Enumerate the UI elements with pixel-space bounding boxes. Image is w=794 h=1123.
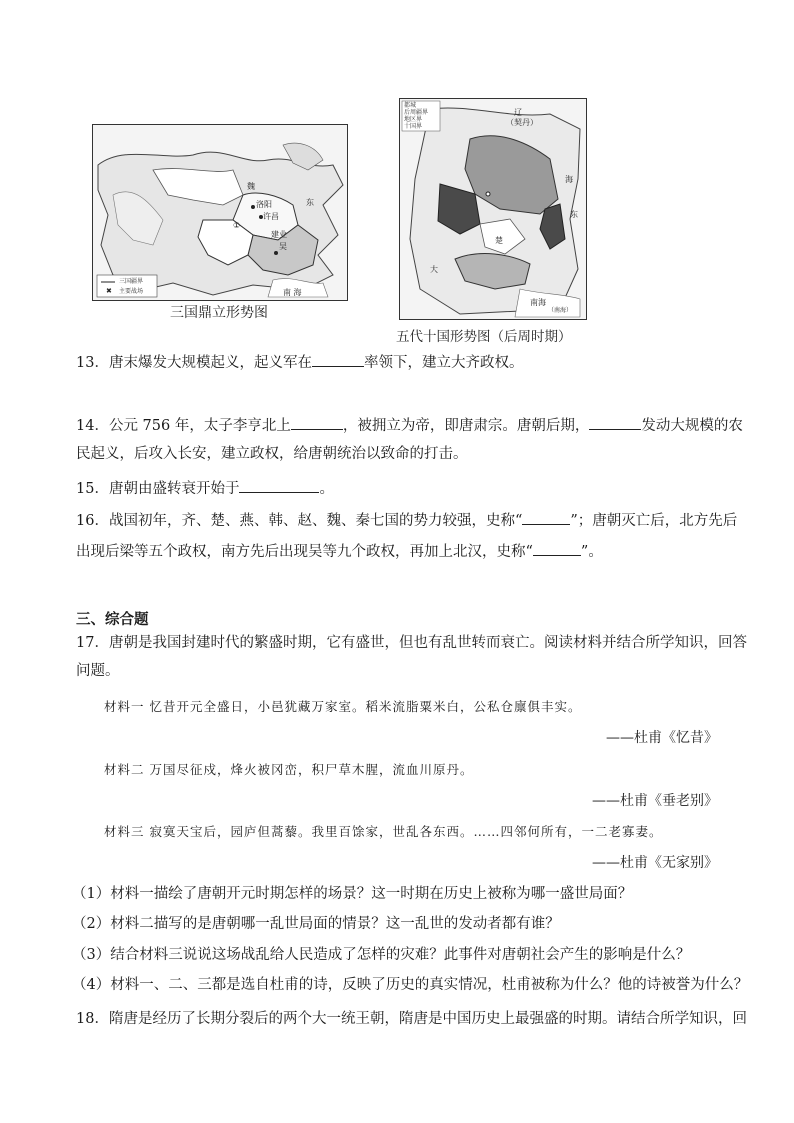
answer-blank[interactable]: [239, 478, 319, 493]
label-sea: 海: [565, 175, 573, 184]
label-wei: 魏: [247, 182, 255, 191]
legend-later-zhou: 后周疆界: [404, 109, 429, 116]
question-17-part-2: （2）材料二描写的是唐朝哪一乱世局面的情景？这一乱世的发动者都有谁？: [72, 916, 560, 932]
three-kingdoms-map-drawing: [93, 125, 347, 300]
material-2-source: ——杜甫《垂老别》: [592, 793, 718, 809]
legend-ten-kingdoms: 十国界: [404, 123, 423, 130]
legend-battlefield: 主要战场: [119, 288, 144, 295]
five-dynasties-map: [399, 98, 587, 320]
label-wu: 吴: [279, 242, 287, 251]
material-2: 材料二 万国尽征戍，烽火被冈峦，积尸草木腥，流血川原丹。: [104, 762, 474, 777]
material-1-source: ——杜甫《忆昔》: [606, 730, 718, 746]
svg-text:✖: ✖: [106, 287, 112, 295]
label-luoyang: 洛阳: [256, 200, 272, 209]
question-16-line-2: 出现后梁等五个政权，南方先后出现吴等九个政权，再加上北汉，史称“ ”。: [76, 541, 603, 562]
answer-blank[interactable]: [522, 510, 570, 525]
label-nanhai-small: （南海）: [548, 307, 573, 314]
question-15: 15．唐朝由盛转衰开始于 。: [76, 478, 334, 499]
answer-blank[interactable]: [589, 415, 641, 430]
material-1: 材料一 忆昔开元全盛日，小邑犹藏万家室。稻米流脂粟米白，公私仓廪俱丰实。: [104, 699, 582, 714]
question-16: 16．战国初年，齐、楚、燕、韩、赵、魏、秦七国的势力较强，史称“ ”；唐朝灭亡后，北方先后: [76, 510, 737, 531]
legend-region: 地区界: [404, 116, 423, 123]
question-17-part-4: （4）材料一、二、三都是选自杜甫的诗，反映了历史的真实情况，杜甫被称为什么？他的诗被誉为什么？: [72, 977, 749, 993]
material-3-source: ——杜甫《无家别》: [592, 855, 718, 871]
three-kingdoms-caption: 三国鼎立形势图: [170, 305, 268, 321]
five-dynasties-map-drawing: [400, 99, 586, 319]
answer-blank[interactable]: [291, 415, 343, 430]
question-14: 14．公元 756 年，太子李亨北上 ，被拥立为帝，即唐肃宗。唐朝后期， 发动大规模的农: [76, 415, 743, 436]
legend-capital: 都城: [404, 102, 417, 109]
label-east: 东: [306, 198, 314, 207]
question-17-part-3: （3）结合材料三说说这场战乱给人民造成了怎样的灾难？此事件对唐朝社会产生的影响是什么？: [72, 947, 691, 963]
question-17: 17．唐朝是我国封建时代的繁盛时期，它有盛世，但也有乱世转而衰亡。阅读材料并结合所学知识，回答: [76, 635, 747, 651]
label-circle-1: ①: [233, 221, 241, 230]
question-17-line-2: 问题。: [76, 663, 120, 679]
label-da: 大: [430, 265, 438, 274]
question-18: 18．隋唐是经历了长期分裂后的两个大一统王朝，隋唐是中国历史上最强盛的时期。请结合所学知识，回: [76, 1011, 747, 1027]
material-3: 材料三 寂寞天宝后，园庐但蒿藜。我里百馀家，世乱各东西。……四邻何所有，一二老寡妻。: [104, 824, 663, 839]
legend-border: 三国疆界: [119, 278, 144, 285]
label-south-sea: 南海: [530, 298, 546, 307]
answer-blank[interactable]: [533, 541, 581, 556]
question-13: 13．唐末爆发大规模起义，起义军在 率领下，建立大齐政权。: [76, 352, 523, 373]
answer-blank[interactable]: [312, 352, 364, 367]
label-chu: 楚: [495, 236, 503, 245]
section-heading: 三、综合题: [76, 611, 149, 628]
label-east: 东: [570, 210, 578, 219]
label-xuchang: 许昌: [263, 212, 279, 221]
five-dynasties-caption: 五代十国形势图（后周时期）: [396, 329, 572, 345]
label-jianye: 建业: [271, 230, 287, 239]
three-kingdoms-map: [92, 124, 348, 301]
question-17-part-1: （1）材料一描绘了唐朝开元时期怎样的场景？这一时期在历史上被称为哪一盛世局面？: [72, 886, 633, 902]
question-14-line-2: 民起义，后攻入长安，建立政权，给唐朝统治以致命的打击。: [76, 446, 468, 462]
label-south-sea: 南 海: [283, 288, 302, 297]
label-qidan: （契丹）: [506, 118, 538, 127]
label-liao: 辽: [514, 108, 522, 117]
